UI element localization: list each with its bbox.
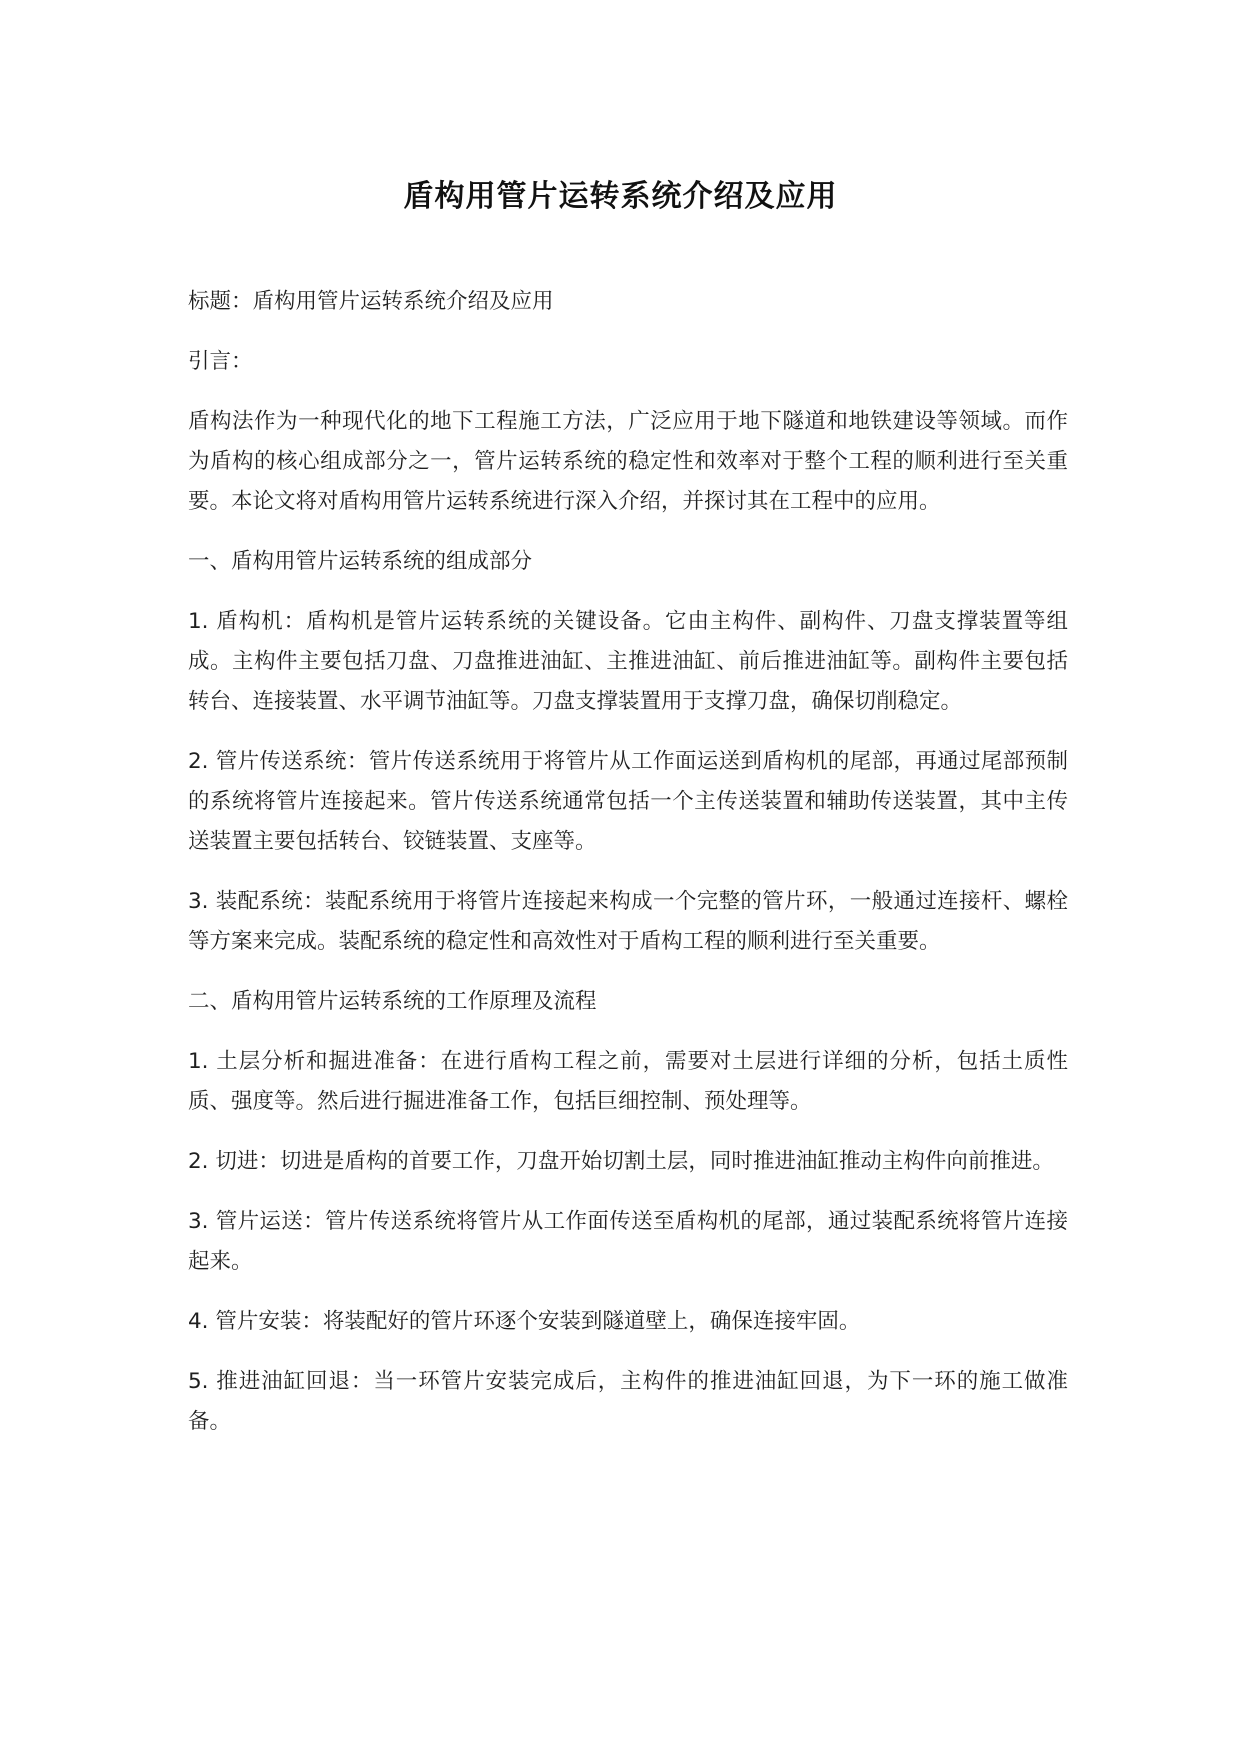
section-heading-1: 一、盾构用管片运转系统的组成部分 — [188, 549, 533, 574]
subtitle-line: 标题：盾构用管片运转系统介绍及应用 — [188, 289, 554, 314]
document-body — [188, 282, 1068, 1462]
section-2-item-1: 1. 土层分析和掘进准备：在进行盾构工程之前，需要对土层进行详细的分析，包括土质性质、强度等。然后进行掘进准备工作，包括巨细控制、预处理等。 — [188, 1049, 1068, 1114]
section-1-item-2: 2. 管片传送系统：管片传送系统用于将管片从工作面运送到盾构机的尾部，再通过尾部预制的系统将管片连接起来。管片传送系统通常包括一个主传送装置和辅助传送装置，其中主传送装置主要包括转台、铰链装置、支座等。 — [188, 749, 1068, 854]
section-1-item-1: 1. 盾构机：盾构机是管片运转系统的关键设备。它由主构件、副构件、刀盘支撑装置等组成。主构件主要包括刀盘、刀盘推进油缸、主推进油缸、前后推进油缸等。副构件主要包括转台、连接装置、水平调节油缸等。刀盘支撑装置用于支撑刀盘，确保切削稳定。 — [188, 609, 1068, 714]
section-1-item-3: 3. 装配系统：装配系统用于将管片连接起来构成一个完整的管片环，一般通过连接杆、螺栓等方案来完成。装配系统的稳定性和高效性对于盾构工程的顺利进行至关重要。 — [188, 889, 1068, 954]
section-heading-2: 二、盾构用管片运转系统的工作原理及流程 — [188, 989, 597, 1014]
section-2-item-5: 5. 推进油缸回退：当一环管片安装完成后，主构件的推进油缸回退，为下一环的施工做准备。 — [188, 1369, 1068, 1434]
document-title: 盾构用管片运转系统介绍及应用 — [403, 179, 838, 214]
section-2-item-3: 3. 管片运送：管片传送系统将管片从工作面传送至盾构机的尾部，通过装配系统将管片连接起来。 — [188, 1209, 1068, 1274]
intro-label: 引言： — [188, 349, 253, 374]
intro-paragraph: 盾构法作为一种现代化的地下工程施工方法，广泛应用于地下隧道和地铁建设等领域。而作为盾构的核心组成部分之一，管片运转系统的稳定性和效率对于整个工程的顺利进行至关重要。本论文将对盾构用管片运转系统进行深入介绍，并探讨其在工程中的应用。 — [188, 409, 1068, 514]
section-2-item-2: 2. 切进：切进是盾构的首要工作，刀盘开始切割土层，同时推进油缸推动主构件向前推进。 — [188, 1149, 1054, 1174]
section-2-item-4: 4. 管片安装：将装配好的管片环逐个安装到隧道壁上，确保连接牢固。 — [188, 1309, 861, 1334]
